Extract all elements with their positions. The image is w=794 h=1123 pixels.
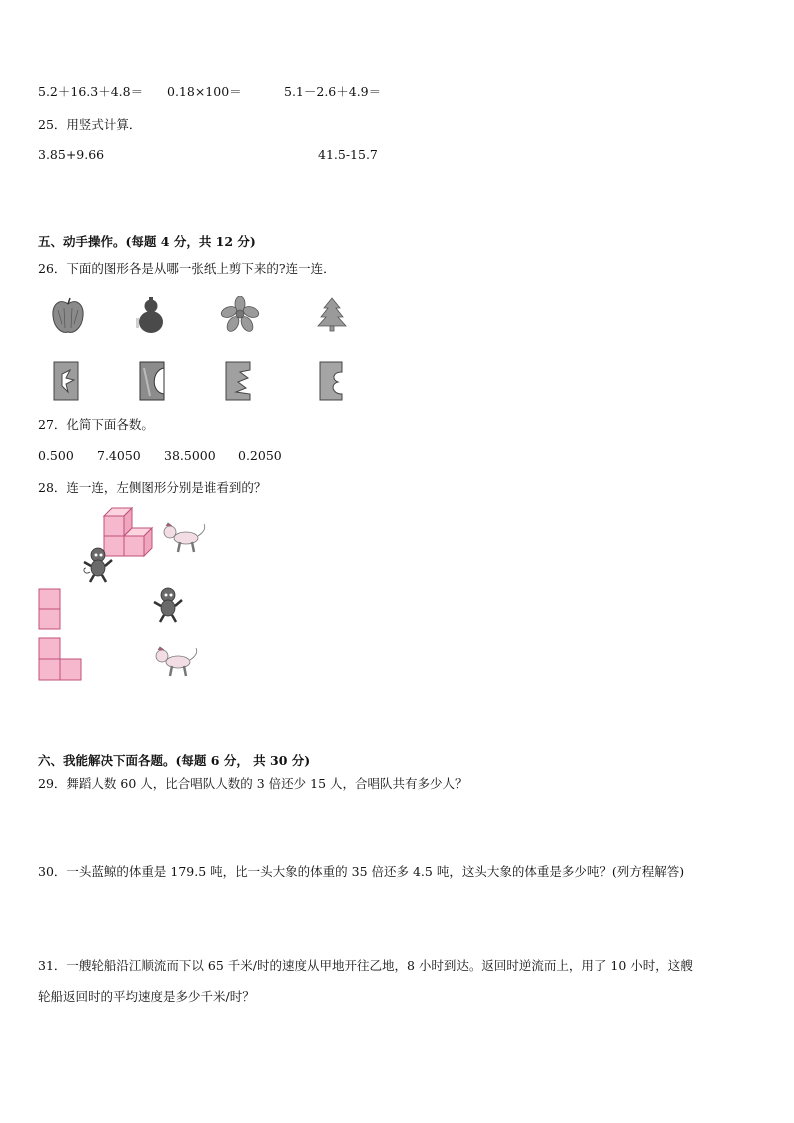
- q29-text: 29．舞蹈人数 60 人，比合唱队人数的 3 倍还少 15 人，合唱队共有多少人？: [38, 776, 468, 791]
- q26-prompt: 26．下面的图形各是从哪一张纸上剪下来的?连一连．: [38, 261, 336, 276]
- paper-cutout-1: [52, 360, 80, 402]
- q31-line-2: 轮船返回时的平均速度是多少千米/时？: [38, 989, 255, 1004]
- section5-heading: 五、动手操作。(每题 4 分，共 12 分): [38, 234, 256, 249]
- tree-icon: [316, 296, 348, 332]
- view-stacked-squares: [38, 588, 62, 632]
- paper-cutout-2: [138, 360, 166, 402]
- expr-q24-2: 0.18×100＝: [167, 84, 242, 99]
- q27-number-4: 0.2050: [238, 448, 282, 463]
- dog-icon-2: [150, 644, 202, 680]
- paper-cutout-4: [318, 360, 346, 402]
- q28-prompt: 28．连一连，左侧图形分别是谁看到的？: [38, 480, 267, 495]
- flower-icon: [220, 296, 260, 332]
- apple-icon: [50, 296, 86, 336]
- q31-line-1: 31．一艘轮船沿江顺流而下以 65 千米/时的速度从甲地开往乙地，8 小时到达。返回时逆流而上，用了 10 小时，这艘: [38, 958, 693, 973]
- monkey-icon-2: [150, 586, 186, 624]
- view-l-shape: [38, 637, 84, 683]
- paper-cutout-3: [224, 360, 252, 402]
- q27-prompt: 27．化简下面各数。: [38, 417, 154, 432]
- gourd-icon: [134, 296, 168, 336]
- q30-text: 30．一头蓝鲸的体重是 179.5 吨，比一头大象的体重的 35 倍还多 4.5 吨，这头大象的体重是多少吨？(列方程解答): [38, 864, 685, 879]
- dog-icon: [158, 520, 208, 556]
- q25-expr-1: 3.85+9.66: [38, 147, 105, 162]
- expr-q24-1: 5.2＋16.3＋4.8＝: [38, 84, 144, 99]
- q27-number-2: 7.4050: [97, 448, 141, 463]
- monkey-icon: [80, 546, 116, 584]
- q25-prompt: 25．用竖式计算．: [38, 117, 142, 132]
- q27-number-1: 0.500: [38, 448, 74, 463]
- q27-number-3: 38.5000: [164, 448, 216, 463]
- q25-expr-2: 41.5-15.7: [318, 147, 378, 162]
- section6-heading: 六、我能解决下面各题。(每题 6 分， 共 30 分): [38, 753, 311, 768]
- expr-q24-3: 5.1－2.6＋4.9＝: [284, 84, 382, 99]
